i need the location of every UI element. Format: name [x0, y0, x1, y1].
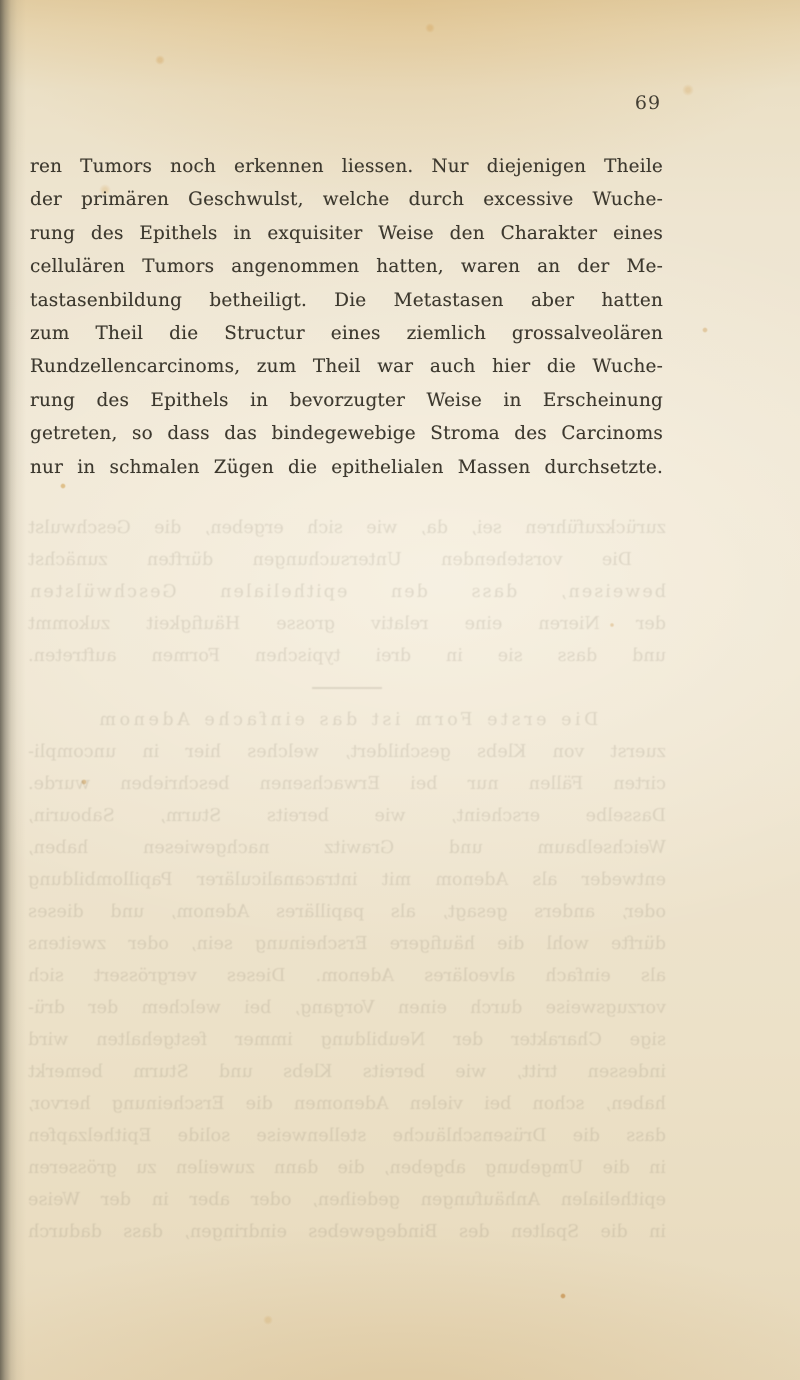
- bleedthrough-line: vorzugsweise durch einen Vorgang, bei welchem der drü-: [28, 998, 666, 1018]
- bleedthrough-line: zurückzuführen sei, da, wie sich ergeben, die Geschwulst: [28, 518, 666, 538]
- bleedthrough-line: entweder als Adenom mit intracanaliculärer Papillombildung: [28, 870, 666, 890]
- bleedthrough-line: in die Umgebung abgeben, die dann zuweilen zu grösseren: [28, 1158, 666, 1178]
- bleedthrough-line: dürfte wohl die häufigere Erscheinung sein, oder zweitens: [28, 934, 666, 954]
- text-line: ren Tumors noch erkennen liessen. Nur diejenigen Theile: [30, 156, 663, 177]
- bleedthrough-line: [28, 672, 666, 704]
- body-paragraph: [30, 150, 663, 484]
- bleedthrough-line: oder, anders gesagt, als papilläres Adenom, und dieses: [28, 902, 666, 922]
- text-line: der primären Geschwulst, welche durch excessive Wuche-: [30, 189, 663, 211]
- bleedthrough-line: als einfach alveoläres Adenom. Dieses vergrössert sich: [28, 966, 666, 986]
- bleedthrough-line: sige Charakter der Neubildung immer festgehalten wird: [28, 1030, 666, 1050]
- text-line: rung des Epithels in bevorzugter Weise in Erscheinung: [30, 389, 663, 411]
- text-line: Rundzellencarcinoms, zum Theil war auch hier die Wuche-: [30, 356, 663, 378]
- bleedthrough-line: Weichselbaum und Grawitz nachgewiesen haben,: [28, 838, 666, 858]
- bleedthrough-line: beweisen, dass den epithelialen Geschwülsten: [28, 582, 666, 602]
- page-number: 69: [634, 92, 662, 114]
- bleedthrough-line: in die Spalten des Bindegewebes eindringen, dass dadurch: [28, 1222, 666, 1242]
- bleedthrough-line: haben, schon bei vielen Adenomen die Erscheinung hervor,: [28, 1094, 666, 1114]
- text-line: cellulären Tumors angenommen hatten, waren an der Me-: [30, 256, 663, 278]
- bleedthrough-line: der Nieren eine relativ grosse Häufigkeit zukommt: [28, 614, 666, 634]
- bleedthrough-line: epithelialen Anhäufungen gedeihen, oder aber in der Weise: [28, 1190, 666, 1210]
- bleedthrough-line: cirten Fällen nur bei Erwachsenen beschrieben wurde.: [28, 774, 666, 794]
- bleedthrough-line: indessen tritt, wie bereits Klebs und Sturm bemerkt: [28, 1062, 666, 1082]
- bleedthrough-text: [28, 512, 666, 1248]
- text-line: getreten, so dass das bindegewebige Stroma des Carcinoms: [30, 423, 663, 445]
- scan-gutter-shadow: [0, 0, 26, 1380]
- text-line: rung des Epithels in exquisiter Weise den Charakter eines: [30, 222, 663, 244]
- bleedthrough-line: Die erste Form ist das einfache Adenom: [95, 710, 599, 730]
- bleedthrough-line: und dass sie in drei typischen Formen auftreten.: [28, 646, 666, 666]
- bleedthrough-line: Dasselbe erscheint, wie bereits Sturm, Sabourin,: [28, 806, 666, 826]
- bleedthrough-line: Die vorstehenden Untersuchungen dürften zunächst: [28, 550, 632, 570]
- bleedthrough-line: zuerst von Klebs geschildert, welches hier in uncompli-: [28, 742, 666, 762]
- text-line: nur in schmalen Zügen die epithelialen Massen durchsetzte.: [30, 456, 663, 478]
- text-line: tastasenbildung betheiligt. Die Metastasen aber hatten: [30, 289, 663, 311]
- text-line: zum Theil die Structur eines ziemlich grossalveolären: [30, 322, 663, 344]
- bleedthrough-line: dass die Drüsenschläuche stellenweise solide Epithelzapfen: [28, 1126, 666, 1146]
